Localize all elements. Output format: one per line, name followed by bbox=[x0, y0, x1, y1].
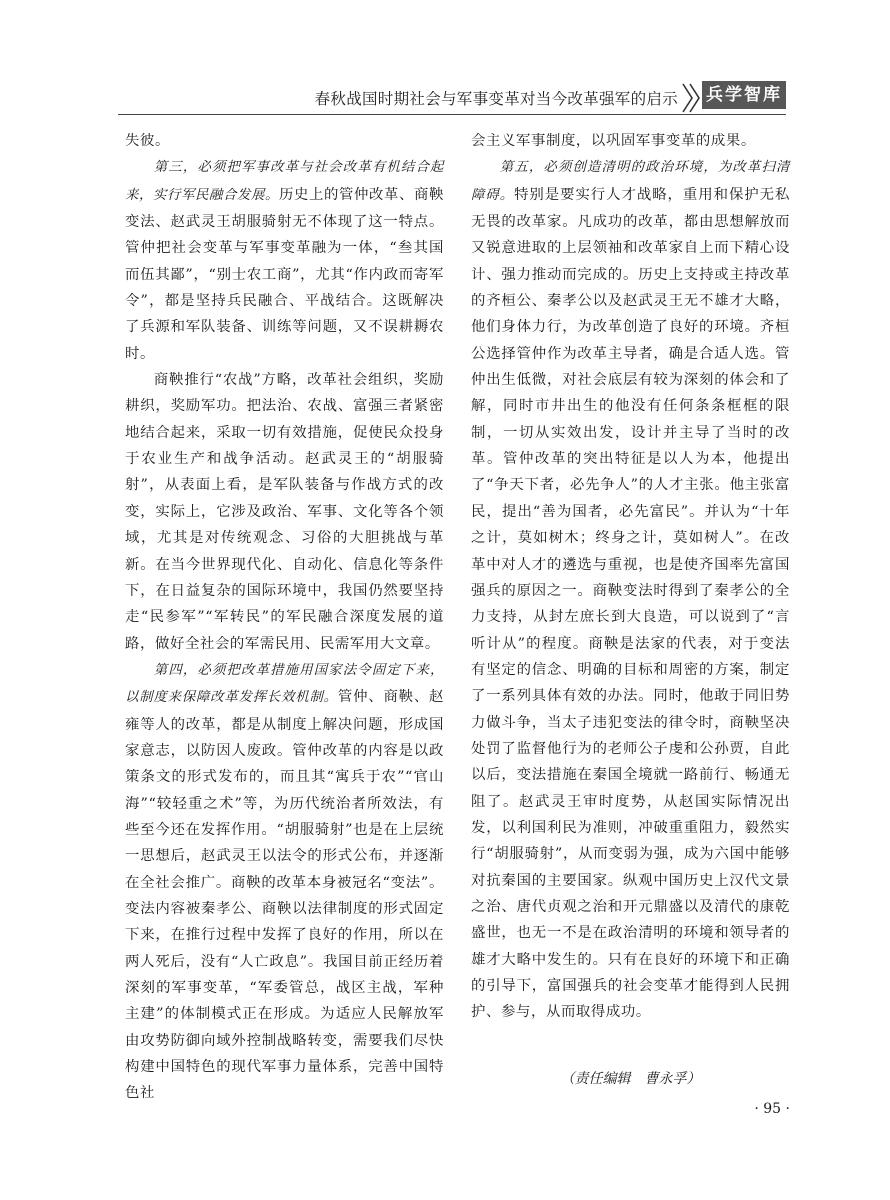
paragraph-shang-yang: 商鞅推行“农战”方略，改革社会组织，奖励耕织，奖励军功。把法治、农战、富强三者紧密地结合起来，采取一切有效措施，促使民众投身于农业生产和战争活动。赵武灵王的“胡服骑射”，从表面上看，是军队装备与作战方式的改变，实际上，它涉及政治、军事、文化等各个领域，尤其是对传统观念、习俗的大胆挑战与革新。在当今世界现代化、自动化、信息化等条件下，在日益复杂的国际环境中，我国仍然要坚持走“民参军”“军转民”的军民融合深度发展的道路，做好全社会的军需民用、民需军用大文章。 bbox=[125, 372, 444, 652]
article-title: 春秋战国时期社会与军事变革对当今改革强军的启示 bbox=[314, 90, 678, 108]
point-three-body: 历史上的管仲改革、商鞅变法、赵武灵王胡服骑射无不体现了这一特点。管仲把社会变革与军事变革融为一体，“叁其国而伍其鄙”，“别士农工商”，尤其“作内政而寄军令”，都是坚持兵民融合、平战结合。这既解决了兵源和军队装备、训练等问题，又不误耕耨农时。 bbox=[125, 186, 444, 362]
header-rule bbox=[118, 114, 786, 115]
paragraph-point-five bbox=[471, 154, 790, 1025]
section-tag: 兵学智库 bbox=[702, 81, 786, 109]
right-column bbox=[471, 128, 790, 1026]
left-column bbox=[125, 128, 444, 1107]
point-five-body: 特别是要实行人才战略，重用和保护无私无畏的改革家。凡成功的改革，都由思想解放而又锐意进取的上层领袖和改革家自上而下精心设计、强力推动而完成的。历史上支持或主持改革的齐桓公、秦孝公以及赵武灵王无不雄才大略，他们身体力行，为改革创造了良好的环境。齐桓公选择管仲作为改革主导者，确是合适人选。管仲出生低微，对社会底层有较为深刻的体会和了解，同时市井出生的他没有任何条条框框的限制，一切从实效出发，设计并主导了当时的改革。管仲改革的突出特征是以人为本，他提出了“争天下者，必先争人”的人才主张。他主张富民，提出“善为国者，必先富民”。并认为“十年之计，莫如树木；终身之计，莫如树人”。在改革中对人才的遴选与重视，也是使齐国率先富国强兵的原因之一。商鞅变法时得到了秦孝公的全力支持，从封左庶长到大良造，可以说到了“言听计从”的程度。商鞅是法家的代表，对于变法有坚定的信念、明确的目标和周密的方案，制定了一系列具体有效的办法。同时，他敢于同旧势力做斗争，当太子违犯变法的律令时，商鞅坚决处罚了监督他行为的老师公子虔和公孙贾，自此以后，变法措施在秦国全境就一路前行、畅通无阻了。赵武灵王审时度势，从赵国实际情况出发，以利国利民为准则，冲破重重阻力，毅然实行“胡服骑射”，从而变弱为强，成为六国中能够对抗秦国的主要国家。纵观中国历史上汉代文景之治、唐代贞观之治和开元鼎盛以及清代的康乾盛世，也无一不是在政治清明的环境和领导者的雄才大略中发生的。只有在良好的环境下和正确的引导下，富国强兵的社会变革才能得到人民拥护、参与，从而取得成功。 bbox=[471, 186, 790, 1021]
paragraph-point-four bbox=[125, 657, 444, 1107]
running-header bbox=[0, 80, 890, 120]
paragraph-continued: 失彼。 bbox=[125, 133, 170, 149]
point-four-lead: 第四，必须把改革措施用国家法令固定下来，以制度来保障改革发挥长效机制。 bbox=[125, 662, 444, 706]
editor-note: （责任编辑 曹永孚） bbox=[560, 1071, 701, 1087]
point-four-body: 管仲、商鞅、赵雍等人的改革，都是从制度上解决问题，形成国家意志，以防因人废政。管仲改革的内容是以政策条文的形式发布的，而且其“寓兵于农”“官山海”“较轻重之术”等，为历代统治者所效法，有些至今还在发挥作用。“胡服骑射”也是在上层统一思想后，赵武灵王以法令的形式公布，并逐渐在全社会推广。商鞅的改革本身被冠名“变法”。变法内容被秦孝公、商鞅以法律制度的形式固定下来，在推行过程中发挥了良好的作用，所以在两人死后，没有“人亡政息”。我国目前正经历着深刻的军事变革，“军委管总，战区主战，军种主建”的体制模式正在形成。为适应人民解放军由攻势防御向域外控制战略转变，需要我们尽快构建中国特色的现代军事力量体系，完善中国特色社 bbox=[125, 689, 445, 1102]
paragraph-point-three bbox=[125, 154, 444, 367]
page-number: · 95 · bbox=[754, 1101, 790, 1117]
paragraph-continued-right: 会主义军事制度，以巩固军事变革的成果。 bbox=[471, 133, 756, 149]
point-three-lead: 第三，必须把军事改革与社会改革有机结合起来，实行军民融合发展。 bbox=[125, 160, 444, 203]
point-five-lead: 第五，必须创造清明的政治环境，为改革扫清障碍。 bbox=[471, 160, 790, 203]
